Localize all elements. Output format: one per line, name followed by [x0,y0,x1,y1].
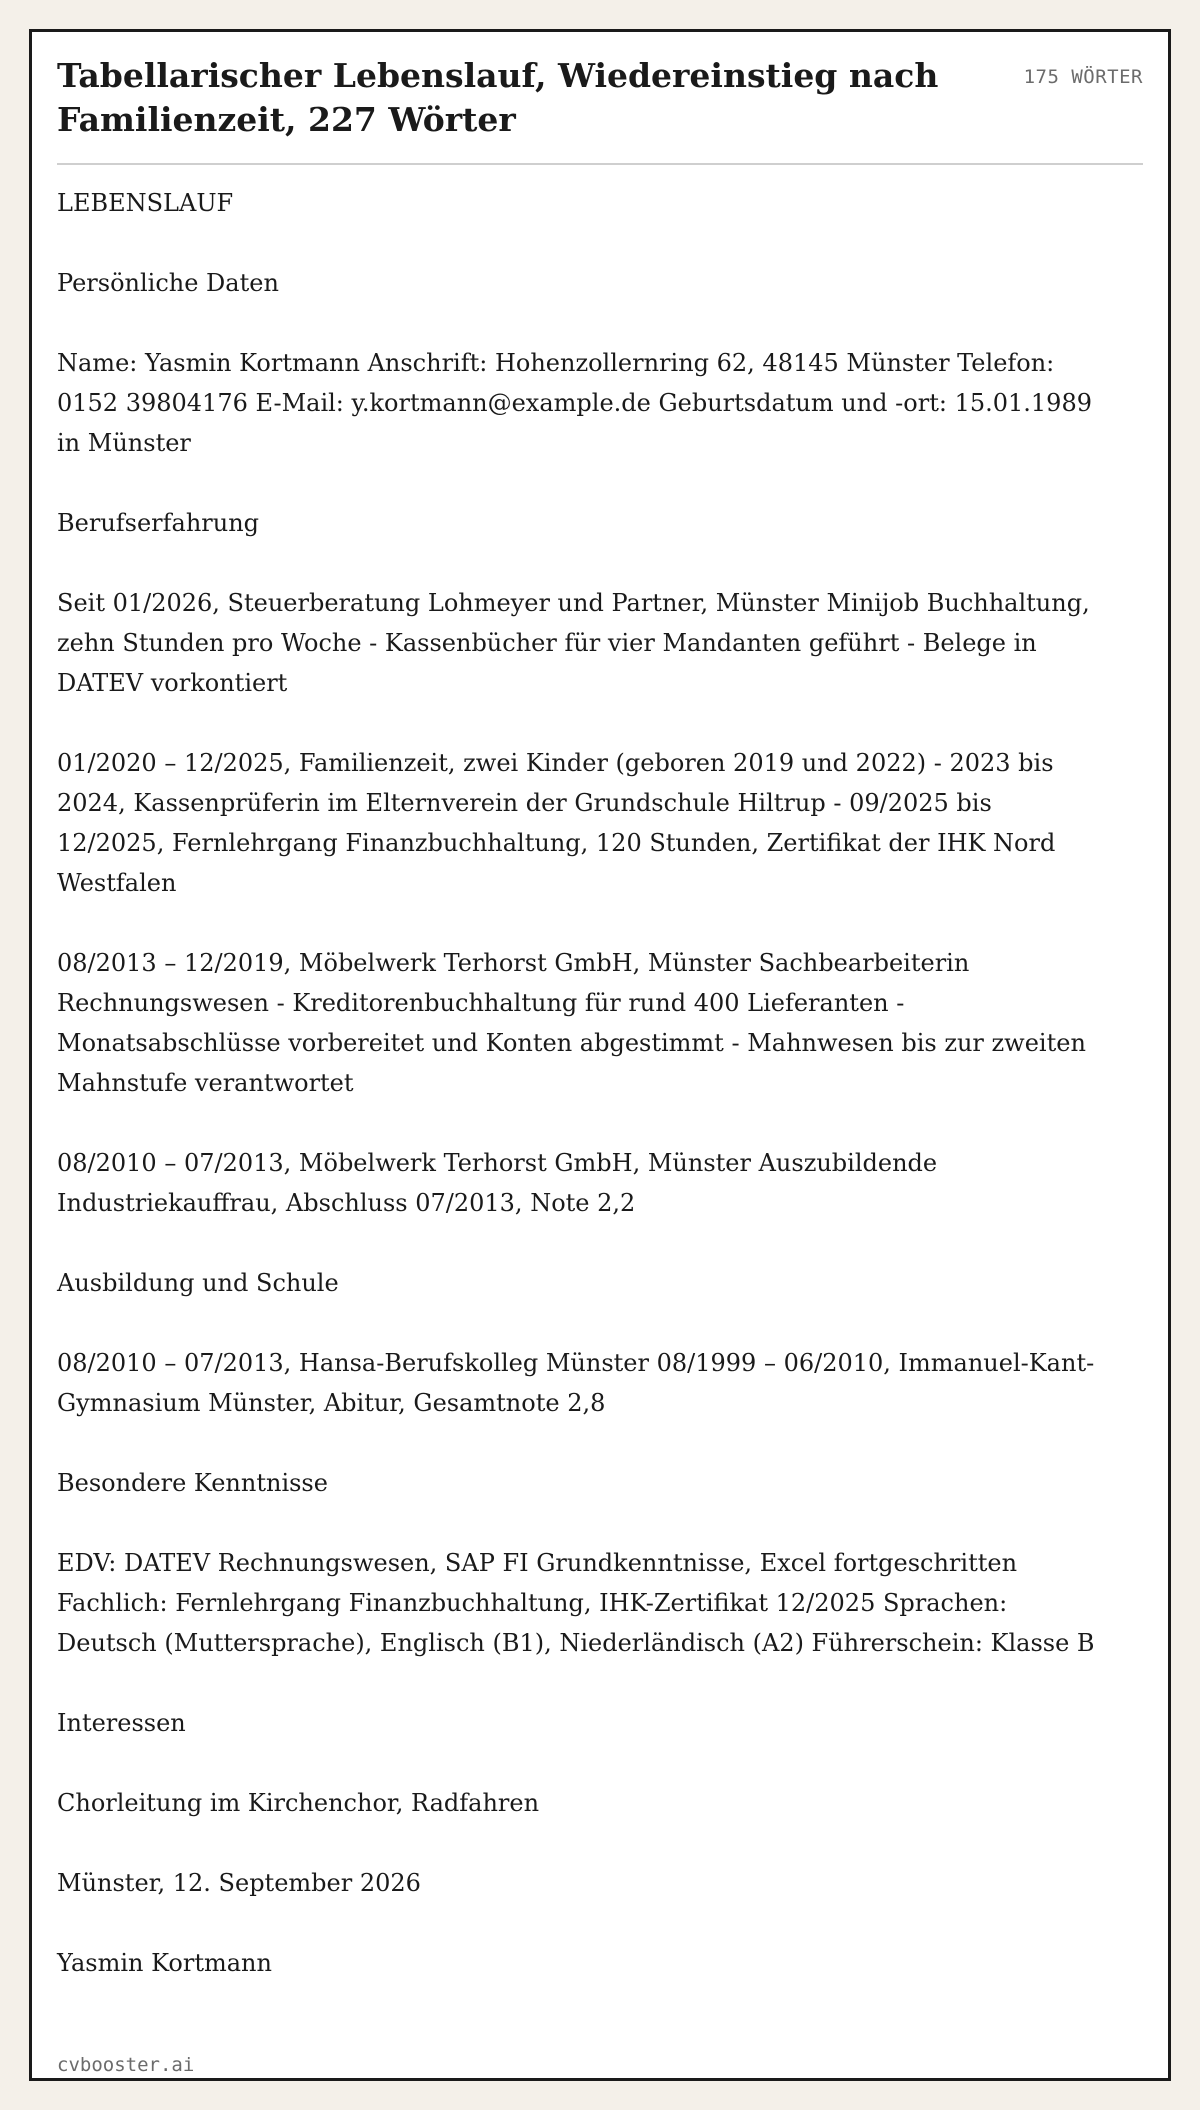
section-heading-interests: Interessen [57,1709,186,1737]
document-header [57,54,1143,165]
signature-name: Yasmin Kortmann [57,1949,272,1977]
education-entry: 08/2010 – 07/2013, Hansa-Berufskolleg Münster 08/1999 – 06/2010, Immanuel-Kant-Gymnasium Münster, Abitur, Gesamtnote 2,8 [57,1349,1095,1417]
document-body [57,165,1097,1983]
section-heading-experience: Berufserfahrung [57,509,260,537]
experience-entry: Seit 01/2026, Steuerberatung Lohmeyer und Partner, Münster Minijob Buchhaltung, zehn Stunden pro Woche - Kassenbücher für vier Mandanten geführt - Belege in DATEV vorkontiert [57,589,1090,697]
experience-entry: 08/2013 – 12/2019, Möbelwerk Terhorst GmbH, Münster Sachbearbeiterin Rechnungswesen - Kreditorenbuchhaltung für rund 400 Lieferanten - Monatsabschlüsse vorbereitet und Konten abgestimmt - Mahnwesen bis zur zweiten Mahnstufe verantwortet [57,949,1086,1097]
section-heading-skills: Besondere Kenntnisse [57,1469,328,1497]
section-heading-education: Ausbildung und Schule [57,1269,339,1297]
place-date: Münster, 12. September 2026 [57,1869,421,1897]
document-title: Tabellarischer Lebenslauf, Wiedereinstieg nach Familienzeit, 227 Wörter [57,56,939,139]
personal-data-text: Name: Yasmin Kortmann Anschrift: Hohenzollernring 62, 48145 Münster Telefon: 0152 39804176 E-Mail: y.kortmann@example.de Geburtsdatum und -ort: 15.01.1989 in Münster [57,349,1092,457]
footer-brand: cvbooster.ai [57,2054,195,2076]
document-card [29,29,1171,2081]
interests-text: Chorleitung im Kirchenchor, Radfahren [57,1789,540,1817]
skills-text: EDV: DATEV Rechnungswesen, SAP FI Grundkenntnisse, Excel fortgeschritten Fachlich: Fernlehrgang Finanzbuchhaltung, IHK-Zertifikat 12/2025 Sprachen: Deutsch (Muttersprache), Englisch (B1), Niederländisch (A2) Führerschein: Klasse B [57,1549,1095,1657]
experience-entry: 01/2020 – 12/2025, Familienzeit, zwei Kinder (geboren 2019 und 2022) - 2023 bis 2024, Kassenprüferin im Elternverein der Grundschule Hiltrup - 09/2025 bis 12/2025, Fernlehrgang Finanzbuchhaltung, 120 Stunden, Zertifikat der IHK Nord Westfalen [57,749,1056,897]
section-heading-personal-data: Persönliche Daten [57,269,279,297]
experience-entry: 08/2010 – 07/2013, Möbelwerk Terhorst GmbH, Münster Auszubildende Industriekauffrau, Abschluss 07/2013, Note 2,2 [57,1149,938,1217]
heading-lebenslauf: LEBENSLAUF [57,189,234,217]
word-count-badge: 175 WÖRTER [1023,66,1143,88]
